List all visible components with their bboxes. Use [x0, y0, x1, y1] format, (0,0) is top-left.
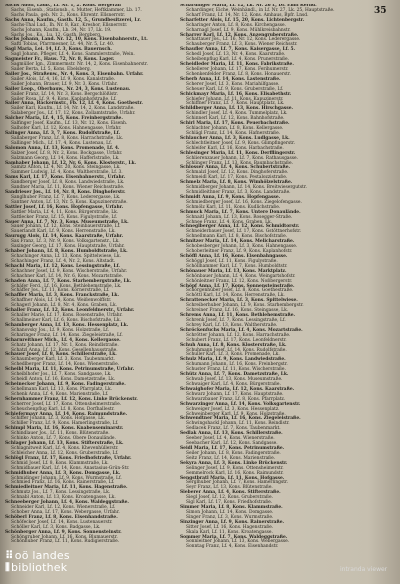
directory-entry: Schmidhuber Anna, Lf. 3, Kons. Domgasse, Lk.	[5, 470, 121, 476]
directory-entry: Sallinger Mich., Lf. 17, 4, Kons. Lustenau, Lf.	[11, 140, 112, 146]
directory-entry: Schlachter Johann, Lf. 8, Kons. Kellergasse.	[186, 126, 284, 132]
directory-entry: Schuh Anna, Lf. 8, Kons. Klosterstraße, Lk.	[180, 342, 287, 348]
directory-entry: Salinger Anna, Lf. 3, 7, Kons. Rudolfstraße, Lf.	[5, 130, 121, 136]
directory-entry: Sandrieser Jos., Lf. 14, Nr. 8, Kons. Dinghoferstr.	[5, 190, 126, 196]
directory-entry: Sachs Paula, geb. Nr. 2., Kons. Ehrentr. Ellsnerrstr.	[11, 12, 126, 18]
directory-entry: Sailer Franz, Lf. 14, Nr. 3, Kons. Bergschlößlstr.	[11, 91, 118, 97]
directory-entry: Schönauer Maria, Lf. 13, Kons. Marktplatz.	[180, 268, 287, 274]
directory-entry: Scheuer Karl, Lf. 9, Kons. Gruberstraße, Lf.	[186, 86, 284, 92]
directory-entry: Scherrer Josef, Lf. 17, Kons. Ottensheimerstraße.	[11, 401, 122, 407]
directory-entry: Sanglhuber Franz, Lf. 7, Kons. Lederergasse, Lk.	[11, 194, 121, 200]
directory-entry: Schöffl Anna, Lf. 16, Kons. Eisenbahngasse.	[180, 254, 288, 260]
directory-entry: Saftl Tobias, Pfarrmesner, Lt. 44, Nr. 5, Lr. 40.	[11, 42, 115, 48]
directory-entry: Schaden Anna, Lf. 7, Kons. Starhembergstraße, Lk.	[5, 278, 132, 284]
directory-entry: Saxinger Georg, Lf. 17, Kons. Hauptstraße, Urfahr.	[11, 244, 125, 250]
directory-entry: Simmer Maria, Lf. 8, Kons. Klammstraße.	[180, 505, 283, 511]
directory-entry: Schrems Anna, Lf. 11, Kons. Bethlehemstraße.	[180, 313, 296, 319]
directory-entry: Sonntag Franz, Lf. 4, Kons. Eisenhandstr.	[186, 544, 279, 550]
directory-entry: Schmidberger Johann, Lf. 14, Kons. Breitwiesergutstr.	[186, 185, 307, 191]
directory-entry: Schardinger Maria, Lf. 12, Lk. Nr. 26 L, Dr. Emil Kernd.	[180, 4, 317, 8]
directory-entry: Sailer Johann, Brauer, Lf. 9, Nr. 3, Kons. Urfahr.	[11, 81, 118, 87]
directory-entry: Schellerer Johann, Lf. 17, Kons. Ferihumerstr.	[186, 66, 289, 72]
directory-entry: Sax Franz, Lf. 3, Nr. 9, Kons. Volksgartenstr., Lk.	[11, 239, 120, 245]
logo-line-2: bibliothek	[11, 561, 68, 574]
directory-entry: Scharnagl Josef, Lf. 9, Kons. Mühlkreisbahnstr.	[186, 27, 291, 33]
directory-entry: Schöggl Josef, Lf. 11, Kons. Figulystraße.	[186, 258, 278, 264]
directory-entry: Schweinberger Karl, Lf. 9, Kons. Holzstraße.	[186, 411, 286, 417]
directory-entry: Scheibenpflug Karl, Lf. 4, Kons. Prunerstraße.	[186, 57, 290, 63]
directory-entry: Sonnleitner Johann, Lf. 13, Kons. Webergasse.	[186, 539, 290, 545]
directory-entry: Schiefermayr Anna, Lf. 14, Kons. Raimundstraße.	[5, 411, 128, 417]
directory-entry: Schaller Franz, Lf. 12, Kons. Leonfeldnerstr., Urfahr.	[5, 308, 135, 314]
directory-entry: Schweiger Josef, Lf. 3, Kons. Hessenplatz.	[186, 406, 280, 412]
directory-entry: Schlinger Franz, Lf. 13, Kons. Baumbachstraße.	[186, 160, 293, 166]
directory-entry: Schmidbauer Karl, Lf. 14, Kons. Anastasius-Grün-Str.	[11, 465, 130, 471]
directory-entry: Schardinger, Eiche, Weinhändl., in Lf. Nr. 27, Lk. 25, Hauptstraße.	[186, 7, 335, 13]
directory-entry: Schaffler Maria, Lf. 3, Kons. Franckstraße, Lk.	[5, 293, 119, 299]
directory-entry: Schlesinger Maria, Lf. 11, Kons. Derfflingerstr.	[180, 150, 296, 156]
directory-entry: Sachs Anna, Kaufm., Gasth. 12, 5., Grundbesitzerei, Lr.	[5, 17, 141, 23]
directory-entry: Scherer Josef, Lf. 3, Kons. Mariahilfgasse.	[186, 81, 280, 87]
directory-entry: Sagl Johann, Pfleger, Lf. 4, Kons. Sammlerstraße, Wein.	[11, 52, 135, 58]
directory-entry: Samhaber Johann, Lf. 12, Nr. 6, Kons. Klosterstr., Lk.	[5, 160, 137, 166]
directory-entry: Schmidt Anna, Lf. 9, Kons. Hopfengasse.	[180, 194, 281, 200]
directory-entry: Schmiedberger Josef, Lf. 16, Kons. Ziegelofengasse.	[186, 199, 302, 205]
directory-entry: Schleicher Anna, Lf. 12, Kons. Gruberstraße, Lf.	[11, 450, 119, 456]
directory-entry: Scharinger Franz, Lf. 14, Kons. Ziegeleistraße, Lf.	[11, 332, 123, 338]
directory-entry: Schäffer Jos., Lf. 11, Kons. Körnerstraße, Lf.	[11, 288, 110, 294]
directory-entry: Schrattenecker Maria, Lf. 3, Kons. Spittelwiese.	[180, 298, 298, 304]
directory-entry: Seeber Josef, Lf. 4, Kons. Wienerstraße.	[186, 436, 275, 442]
directory-entry: Seitz Franz, Lf. 14, Kons. Marienstraße.	[186, 455, 276, 461]
directory-entry: Santner Anton, Lf. 13, Nr. 5, Kons. Kapuzinerstraße.	[11, 199, 128, 205]
directory-entry: Sedlacek Franz, Lf. 7, Kons. Taubenmarkt.	[186, 426, 281, 432]
directory-entry: Schellmann Karl, Lf. 13, Kons. Pfarrplatz, Lk.	[11, 386, 113, 392]
directory-entry: Schmuck Maria, Lf. 7, Kons. Untere Donaulände.	[180, 209, 301, 215]
directory-entry: Schuhmann Josef, Lf. 14, Kons. Rudolfstraße.	[186, 347, 287, 353]
directory-entry: Scherb Anna, Lf. 14, Kons. Lastenstraße.	[180, 76, 281, 82]
directory-entry: Schütz Anna, Lf. 7, Kons. Dametzstraße, Lk.	[180, 372, 289, 378]
directory-entry: Sallaberger Franz, Lf. 8, Kons. Harrachstraße, Lk.	[11, 135, 124, 141]
directory-entry: Sagmüller Ign., Zimmermstr. Nr. 14, 2, Kons. Eisenbahnerstr.	[11, 62, 148, 68]
directory-entry: Schmied Franz, Lf. 16, Kons. Rainerstraße, Lf.	[11, 480, 115, 486]
directory-entry: Sailer Karl, Kaufm., Lf. 14, Nr. 14, 2, Kons. Landstraße.	[11, 106, 135, 112]
directory-entry: Schlaucher Anna, Lf. 3, Kons. Ludlgasse, Lk.	[180, 135, 290, 141]
directory-entry: Schmalzl Josef, Lf. 12, Kons. Dinghoferstraße.	[186, 170, 289, 176]
directory-entry: Schöfecker Josef, Lf. 14, Kons. Lustenauerstr.	[11, 519, 113, 525]
directory-entry: Schiffner Franz, Lf. 7, Kons. Hauptplatz, Lk.	[186, 101, 285, 107]
directory-entry: Schnaitl Johann, Lf. 13, Kons. Rosegger-Straße.	[186, 214, 293, 220]
directory-entry: Schnitzer Maria, Lf. 14, Kons. Melicharstraße.	[180, 239, 295, 245]
directory-entry: Schaber Johann, Lf. 8, Kons. Humboldtstraße, Lk.	[5, 249, 128, 255]
directory-entry: Schmölz Karl, Lf. 11, Kons. Kudlichstraße.	[186, 204, 281, 210]
directory-entry: Schlagnitweit Karl, Lf. 4, Kons. Khevenhüllerstr.	[11, 445, 119, 451]
directory-entry: Schindler Josef, Lf. 4, Kons. Tummelplatz, Lk.	[186, 111, 288, 117]
directory-entry: Schörgenhuber Josef, Lf. 8, Kons. Goethestraße.	[186, 288, 294, 294]
directory-entry: Schuster Franz, Lf. 11, Kons. Wischerstraße.	[186, 367, 286, 373]
directory-entry: Schauberger Franz, Lf. 3, Kons. Wiener Reichsstr.	[186, 42, 298, 48]
directory-entry: Salfinger Josef, Kaufm., Lf. 13, Nr. 12, Kons. Eisenh.	[11, 121, 128, 127]
directory-entry: Sekyra Anna, Lf. 3, Kons. Linke Brückenstr.	[180, 460, 288, 466]
directory-entry: Schnabl Anton, Lf. 13, Kons. Kroatengasse, Lk.	[11, 495, 116, 501]
directory-entry: Sigl Karl, Lf. 17, Kons. Friedhofstraße.	[186, 500, 273, 506]
directory-entry: Salcher Maria, Lf. 4, 15, Kons. Freinbergstraße.	[5, 116, 123, 122]
directory-entry: Sailer Alois, Lf. 4, 16, Lf. 9, Kons. Kanalstraße.	[11, 76, 116, 82]
directory-entry: Schinnerl Karl, Lf. 12, Kons. Bahnhofstraße.	[186, 116, 285, 122]
directory-entry: Sachs Jos., Ko., Lu. 12, Gasth. Bergberg.	[11, 32, 102, 38]
directory-entry: Sailer Berta, Lf. 5, Kons. Ebelsberg.	[11, 66, 92, 72]
directory-entry: Schatzl Anna, Lf. 12, Kons. Gesellenhausstraße.	[11, 347, 118, 353]
directory-entry: Schwarzinger Anna, Lf. 14, Kons. Volksgartenstr.	[180, 401, 301, 407]
directory-entry: Schickmayr Maria, Lf. 16, Kons. Elisabethstr.	[180, 91, 292, 97]
directory-entry: Schauer Josef, Lf. 8, Kons. Schillerstraße, Lk.	[5, 352, 117, 358]
directory-entry: Schneider Karl, Lf. 12, Kons. Wienerstraße, Lf.	[11, 505, 116, 511]
directory-entry: Scheiblhofer Jos., Lf. 7, Kons. Sandgasse, Lk.	[11, 372, 112, 378]
directory-entry: Scheibl Maria, Lf. 11, Kons. Petrinumstraße, Urfahr.	[5, 367, 135, 373]
viewer-label: intranda viewer	[340, 566, 388, 573]
directory-entry: Selinger Josef, Lf. 9, Kons. Ottensheimerstr.	[186, 465, 284, 471]
directory-entry: Sauer Johann, Lf. 12, Kons. Steinbauerstraße, Lf.	[11, 224, 121, 230]
directory-entry: Schober Anna, Lf. 17, Kons. Webergasse, Urfahr.	[11, 509, 120, 515]
directory-entry: Scharrer Karl, Lf. 12, Kons. Anzengruberstraße.	[180, 32, 299, 38]
directory-entry: Schwingshackl Johann, Lf. 11, Kons. Reindlstr.	[186, 421, 290, 427]
directory-entry: Schneglberger Anna, Lf. 12, Kons. Schmidtorstr.	[180, 224, 300, 230]
directory-entry: Schirl Maria, Lf. 17, Kons. Peuerbachstraße.	[180, 121, 290, 127]
directory-entry: Schrenk Josef, Lf. 7, Kons. Lessingstraße, Lf.	[186, 318, 286, 323]
page-number: 35	[374, 6, 387, 16]
directory-entry: Sinzinger Anna, Lf. 9, Kons. Rainerstraße.	[180, 519, 285, 525]
directory-entry: Schulz Maria, Lf. 9, Kons. Landwiedstraße.	[180, 357, 286, 363]
directory-entry: Schrötter Johann, Lf. 12, Kons. Harrachstraße.	[186, 332, 291, 338]
directory-entry: Schmeidl Karl, Lf. 17, Kons. Pestalozzistraße.	[186, 175, 288, 181]
directory-entry: Schmidleithner Franz, Lf. 3, Kons. Landstraße.	[186, 190, 291, 196]
directory-entry: Scheidl Anton, Lf. 16, Kons. Dametzstraße, Lk.	[11, 377, 116, 383]
directory-entry: Schedl Josef, Lf. 13, Nr. 4, Kons. Kaarstraße.	[186, 52, 286, 58]
directory-entry: Semmelrock Karl, Lf. 16, Kons. Raimundstr.	[186, 470, 284, 476]
directory-entry: Schöllhammer Karl, Lf. 7, Kons. Humboldtstr.	[186, 263, 288, 269]
directory-entry: Sachs, Eisenb., Stationsb., s. Mutter, Heftklammer, Lb. 17.	[11, 7, 142, 13]
directory-column-right	[180, 4, 392, 550]
directory-entry: Schinko Anton, Lf. 7, Kons. Obere Donaulände.	[11, 436, 116, 442]
directory-entry: Serglhuber Johann, Lf. 7, Kons. Hamerlingstr.	[186, 480, 288, 486]
directory-entry: Schönberger Anna, Lf. 9, Kons. Sonnensteinstr.	[5, 529, 122, 535]
directory-entry: Schlechtleitner Josef, Lf. 9, Kons. Glimpfingerstr.	[186, 140, 295, 146]
logo-line-1: oö landes	[14, 549, 70, 562]
directory-entry: Schindlauer Jos., Lf. 11, Kons. Blütenstraße.	[11, 431, 110, 437]
logo-mark-icon: ⠿	[5, 549, 14, 562]
directory-entry: Schimpl Maria, Lf. 16, Kons. Knabenseminarstr.	[5, 426, 124, 432]
directory-entry: Sailer Jos., Straßenw., Nr. 4, Kons. 3, Eisenbahn. Urfahr.	[5, 71, 144, 77]
directory-entry: Schachner Josef, Lf. 9, Kons. Wischerstraße, Urfahr.	[11, 268, 128, 274]
directory-entry: Schöttl Karl, Lf. 14, Kons. Herrenstraße, Lk.	[186, 293, 285, 299]
directory-entry: Seidl Maria, Lf. 17, Kons. Petrinumstraße.	[180, 445, 285, 451]
directory-entry: Schreiner Franz, Lf. 16, Kons. Steingasse, Lk.	[186, 308, 289, 314]
directory-entry: Schröckenfuchs Maria, Lf. 4, Kons. Mozartstraße.	[180, 327, 303, 333]
directory-entry: Sedlak Anna, Lf. 13, Kons. Schillerstraße.	[180, 431, 283, 437]
directory-entry: Schlosser Anna, Lf. 4, Kons. Schubertstraße.	[180, 165, 291, 171]
directory-entry: Schrey Karl, Lf. 13, Kons. Waltherstraße.	[186, 322, 278, 328]
directory-entry: Schaumberger Karl, Lf. 3, Kons. Taubenmarkt.	[11, 357, 115, 363]
directory-entry: Simon Johann, Lf. 14, Kons. Domgasse.	[186, 509, 274, 515]
directory-entry: Salhofer Karl, Lf. 12, Kons. Hahnengasse, Urfahr.	[11, 126, 122, 132]
directory-entry: Samitz Anton, Lf. 4, Nr. 20, Kons. Steingasse, Lk.	[11, 165, 121, 171]
directory-entry: Schiller Franz, Lf. 9, Kons. Hamerlingstraße, Lf.	[11, 421, 119, 427]
directory-entry: Schenkenfelder Franz, Lf. 8, Kons. Honauerstr.	[186, 71, 291, 77]
directory-entry: Sattler Josef, Lf. 16, Kons. Hopfengasse, Urfahr.	[5, 204, 124, 210]
directory-entry: Sitter Josef, Lf. 16, Kons. Hagenstraße.	[186, 524, 274, 530]
logo-bars-icon: ⦀	[5, 561, 11, 574]
directory-entry: Schachinger Anna, Lf. 13, Kons. Spittelwiese, Lk.	[11, 254, 121, 260]
directory-entry: Scharinger Anton, Lf. 8, Kons. Kirchengasse.	[186, 22, 287, 28]
directory-entry: Schuller Karl, Lf. 3, Kons. Promenade, Lk.	[186, 352, 280, 358]
directory-entry: Sagmeister Fr., Haus. 72, Nr. 8, Kons. Lager.	[5, 57, 115, 63]
directory-entry: Schenk Anna, Lf. 4, Kons. Marienstraße, Lf.	[11, 391, 109, 397]
directory-entry: Sauer Anna, Lf. 7, Nr. 3, Kons. Museumstraße, Lk.	[5, 219, 129, 225]
directory-entry: Sachs-Thal Lud., Ih. Nr. 8, Kar., Kreshor, Ellsnerrstr.	[11, 22, 128, 28]
directory-entry: Sommer Maria, Lf. 7, Kons. Waldeggstraße.	[180, 534, 288, 540]
directory-entry: Schiefer Johann, Lf. 11, Kons. Kapuzinerstr.	[186, 96, 284, 102]
directory-entry: Skala Karl, Lf. 11, Kons. Kroatengasse.	[186, 529, 273, 535]
directory-entry: Schobesberger Johann, Lf. 3, Kons. Hahnengasse.	[186, 244, 298, 250]
directory-entry: Schlager Johann, Lf. 13, Kons. Stifterstraße, Lk.	[5, 441, 124, 447]
directory-entry: Schönleitner Franz, Lf. 12, Kons. Noßbergerstr.	[186, 278, 293, 284]
directory-entry: Schnee Franz, Lf. 4, Kons. Graben, Lk.	[186, 219, 273, 225]
directory-entry: Scheinecker Johann, Lf. 9, Kons. Fadingerstraße.	[5, 381, 126, 387]
directory-entry: Schaufler Anna, Lf. 7, Kons. Kaisergasse, Lf. 5.	[180, 47, 296, 53]
directory-entry: Schachinger Franz, Lf. 4, Nr. 2, Kons. Altstadt.	[11, 258, 116, 264]
directory-column-left	[5, 4, 177, 545]
directory-entry: Schneiderbauer Josef, Lf. 17, Kons. Gstöttnerhofstr.	[186, 229, 302, 235]
directory-entry: Schanovsky Jos., Lf. 9, Kons. Holzstraße, Lf.	[11, 327, 109, 333]
directory-entry: Schmutz Jos., Lf. 7, Kons. Lessingstraße, Lk.	[11, 490, 111, 496]
directory-entry: Sandberger Josef, Lf. 8, Kons. Landwiedstraße, Lk.	[11, 180, 125, 186]
directory-entry: Schumann Johann, Lf. 16, Kons. Freinbergstr.	[186, 362, 288, 368]
directory-entry: Schallmeiner Karl, Lf. 6, Kons. Bischofstraße, Lk.	[11, 318, 121, 323]
directory-entry: Sailer Anna, Bäckermstr., Fb. 12, Lf. 4, Kons. Goethestr.	[5, 101, 143, 107]
directory-entry: Schäfer Ferd., Lf. 16, Kons. Bethlehemstraße, Lk.	[11, 283, 122, 289]
directory-entry: Schwarz Johann, Lf. 17, Kons. Hauptstraße.	[186, 391, 284, 397]
directory-entry: Sams Karl, Lf. 17, Kons. Eisenbahnerstr., Urfahr.	[5, 175, 126, 181]
directory-entry: Schöberl Franz, Lf. 8, Kons. Eisenhandstraße.	[5, 514, 118, 520]
directory-entry: Schwaiger Karl, Lf. 4, Kons. Bürgerstraße.	[186, 381, 281, 387]
directory-entry: Schattauer Jos., Lf. 16, Nr. 12, Kons. Lederergasse.	[186, 37, 301, 43]
directory-entry: Schaffner Alois, Lf. 14, Kons. Weißenwolffstr.	[11, 298, 112, 304]
directory-entry: Schönhuber Franz, Lf. 11, Kons. Rudigierstraße.	[11, 539, 120, 545]
directory-entry: Schamberger Anna, Lf. 13, Kons. Hessenplatz, Lk.	[5, 322, 129, 328]
directory-entry: Salomon Anna, Lf. 13, Kons. Promenade, Lf. 4.	[5, 145, 120, 151]
directory-entry: Sachs Johann, Land. Nr. 12, 10, Kons. Eisenbahnerstr., Lt.	[5, 37, 148, 43]
directory-entry: Schatz Johann, Lf. 17, Nr. 1, Kons. Reindlstraße.	[11, 342, 119, 348]
directory-entry: Schildberger Anna, Lf. 13, Kons. Hirschgasse.	[180, 106, 294, 112]
directory-entry: Salzer Josef, Lf. 8, Nr. 2, Kons. Bockgasse, Urfahr.	[11, 150, 123, 156]
directory-entry: Schwab Josef, Lf. 13, Kons. Museumstraße.	[186, 377, 283, 383]
directory-entry: Salaberger Jos., Lf. 17, 12, Kons. Zollamtstraße, Urfahr.	[11, 111, 136, 117]
directory-entry: Sailer Leop., Oberbauw., Nr. 24, 3, Kons. Lustenau.	[5, 86, 131, 92]
directory-entry: Schöpf Anna, Lf. 17, Kons. Sonnensteinstraße.	[180, 283, 295, 289]
directory-entry: Sattlecker Franz, Lf. 15, Kons. Figulystraße, Lf.	[11, 214, 118, 220]
directory-entry: Schlierenzauer Johann, Lf. 7, Kons. Rathausgasse.	[186, 155, 299, 161]
directory-entry: Schreiberhuber Johann, Lf. 9, Kons. Starhembergstr.	[186, 303, 304, 309]
directory-entry: Schachner Karl, Lf. 14, Nr. 6, Kons. Mozartstraße.	[11, 273, 123, 279]
directory-entry: Scheuchenpflug Karl, Lf. 8, Kons. Dorfhallestr.	[11, 406, 115, 412]
directory-entry: Schwarzbauer Franz, Lf. 8, Kons. Pfarrplatz.	[186, 396, 286, 402]
directory-entry: Schleifer Karl, Lf. 16, Kons. Harbachstraße.	[186, 145, 284, 151]
directory-entry: Scharnreithner Mich., Lf. 4, Kons. Kellergasse.	[5, 337, 121, 343]
directory-entry: Schlägl Franz, Lf. 14, Kons. Hafnerstraße.	[186, 130, 281, 136]
directory-entry: Scharfetter Alois, Lf. 15, 20, Kons. Lichtenbergstr.	[180, 17, 305, 23]
directory-entry: Sachs Johann, Kaufm., Lb. 34, Nr. 17, Lk. 19.	[11, 27, 112, 33]
directory-entry: Sailer Rosa, Lf. 9, 4, Kons. Kaplanhofstraße, Lf.	[11, 96, 117, 102]
directory-entry: Schlögl Franz, Lf. 17, Kons. Friedhofstraße, Urfahr.	[5, 455, 132, 461]
library-logo[interactable]	[5, 550, 75, 580]
directory-entry: Sengstbratl Maria, Lf. 11, Kons. Hofgasse.	[180, 475, 285, 481]
directory-entry: Siegl Josef, Lf. 12, Kons. Gruberstraße.	[186, 495, 273, 501]
directory-entry: Schmidinger Johann, Lf. 9, Kons. Wurmstraße, Lf.	[11, 475, 122, 481]
directory-entry: Sachs Adolf, Ladb., Lf. Nr. 1, 2. Kons. Bergeran	[5, 4, 121, 8]
directory-entry: Sattler Maria, Lf. 4, 11, Kons. Bürgerstraße, Lk.	[11, 209, 119, 215]
directory-entry: Scharf Franz, Lf. 14, Nr. 12, Kons. Amhaus, Bpfr. Lnsd.	[186, 12, 309, 18]
directory-entry: Singer Franz, Lf. 3, Kons. Wurmstraße.	[186, 514, 274, 520]
directory-entry: Sagl Maria, Lei. 14, Lf. 3, Kons. Bauernsch.	[5, 47, 112, 53]
directory-entry: Schöller Karl, Lf. 3, Kons. Badgasse, Lk.	[11, 524, 101, 530]
directory-entry: Scheidleder Maria, Lf. 11, Kons. Fabrikstraße.	[180, 62, 294, 68]
directory-entry: Sauerlandt Karl, Lf. 9, Kons. Herrenstraße, Lk.	[11, 229, 116, 235]
directory-entry: Schubert Franz, Lf. 17, Kons. Leonfeldnerstr.	[186, 337, 287, 343]
directory-entry: Salzmann Georg, Lf. 14, Kons. Hafferlstraße, Lk.	[11, 155, 120, 161]
directory-entry: Sammer Ludwig, Lf. 4, Kons. Waltherstraße, Lf. 3.	[11, 170, 123, 176]
directory-entry: Schmiedleitner Maria, Lf. 11, Kons. Hagenstraße.	[5, 485, 128, 491]
directory-entry: Seebacher Karl, Lf. 12, Kons. Sandgasse.	[186, 441, 278, 447]
directory-entry: Schöngruber Johann, Lf. 16, Kons. Blumauerstr.	[11, 534, 118, 540]
directory-entry: Schnellmann Karl, Lf. 8, Kons. Bischofstraße.	[186, 234, 288, 240]
directory-entry: Schneeberger Johann, Lf. 4, Kons. Waldeggstraße.	[5, 500, 129, 506]
directory-entry: Schedlberger Franz, Lf. 14, Kons. Wienerstraße.	[11, 362, 120, 368]
directory-entry: Schönbauer Johann, Lf. 4, Kons. Weingartshofstr.	[186, 273, 296, 279]
directory-entry: Schmelz Maria, Lf. 8, Kons. Wimhölzelstraße.	[180, 180, 293, 186]
directory-entry: Schernhammer Franz, Lf. 12, Kons. Linke Brückenstr.	[5, 396, 138, 402]
directory-entry: Seiler Johann, Lf. 8, Kons. Fadingerstraße.	[186, 450, 281, 456]
directory-entry: Schoberleitner Franz, Lf. 9, Kons. Kaplanhofstr.	[186, 249, 293, 255]
directory-entry: Schwendtner Maria, Lf. 16, Kons. Ziegeleistraße.	[180, 416, 301, 422]
directory-entry: Seyr Franz, Lf. 13, Kons. Blütenstraße.	[186, 485, 273, 491]
directory-entry: Schachl Maria, Lf. 12, Kons. Lessingstraße, Lf.	[5, 263, 120, 269]
directory-entry: Schwaighofer Maria, Lf. 12, Kons. Kaarstraße.	[180, 386, 295, 392]
directory-entry: Schaller Marie, Lf. 17, Kons. Rosenstraße, Urfahr.	[11, 313, 123, 319]
directory-entry: Schmid Josef, Lf. 8, Kons. Klammstraße, Lk.	[11, 460, 109, 466]
directory-entry: Schagerl Johann, Lf. 8, Nr. 4, Kons. Graben, Lk.	[11, 303, 118, 309]
directory-entry: Schiffer Johann, Lf. 3, Kons. Hofgasse, Lk.	[11, 416, 106, 422]
directory-entry: Saurugg Alois, Lf. 14, Kons. Kaarstraße, Urfahr.	[5, 234, 124, 240]
directory-entry: Sandner Maria, Lf. 11, Kons. Wiener Reichsstraße.	[11, 185, 125, 191]
directory-entry: Sieberer Anna, Lf. 4, Kons. Stifterstraße.	[180, 490, 281, 496]
